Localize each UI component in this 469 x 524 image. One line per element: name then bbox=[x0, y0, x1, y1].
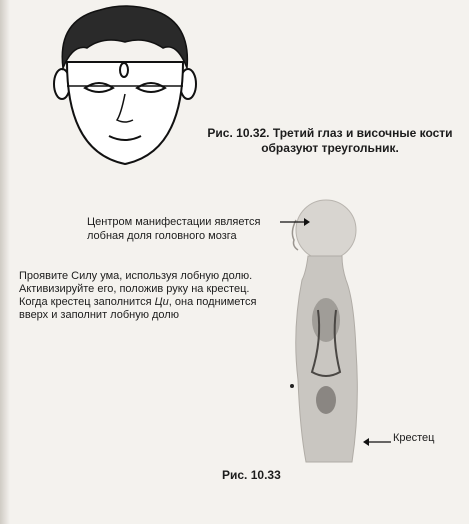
scan-edge-shadow bbox=[0, 0, 10, 524]
text-line: Активизируйте его, положив руку на крестец. bbox=[19, 283, 250, 295]
caption-line: Рис. 10.32. Третий глаз и височные кости bbox=[207, 126, 453, 140]
text-line: вверх и заполнит лобную долю bbox=[19, 309, 179, 321]
left-eye bbox=[85, 83, 113, 92]
frontal-lobe-label bbox=[87, 215, 282, 243]
body-silhouette-illustration bbox=[282, 190, 392, 470]
sacrum-label: Крестец bbox=[393, 432, 435, 444]
label-line: Центром манифестации является bbox=[87, 216, 261, 228]
instruction-text bbox=[19, 270, 274, 322]
right-eye bbox=[137, 83, 165, 92]
face-illustration bbox=[45, 2, 205, 172]
text-fragment: Когда крестец заполнится bbox=[19, 296, 155, 308]
third-eye bbox=[120, 63, 128, 77]
arrow-to-frontal-lobe bbox=[280, 216, 310, 228]
label-line: лобная доля головного мозга bbox=[87, 230, 237, 242]
text-fragment: , она поднимется bbox=[168, 296, 257, 308]
sacrum-area bbox=[316, 386, 336, 414]
text-line: Проявите Силу ума, используя лобную долю. bbox=[19, 270, 253, 282]
torso bbox=[296, 256, 358, 462]
hand-point bbox=[290, 384, 294, 388]
head bbox=[296, 200, 356, 260]
caption-line: образуют треугольник. bbox=[261, 141, 399, 155]
qi-term: Ци bbox=[154, 296, 169, 308]
figure-caption-10-33: Рис. 10.33 bbox=[222, 468, 281, 482]
figure-caption-10-32 bbox=[200, 126, 460, 156]
hair bbox=[62, 6, 187, 68]
text-line bbox=[19, 296, 274, 309]
arrow-to-sacrum bbox=[363, 436, 391, 448]
